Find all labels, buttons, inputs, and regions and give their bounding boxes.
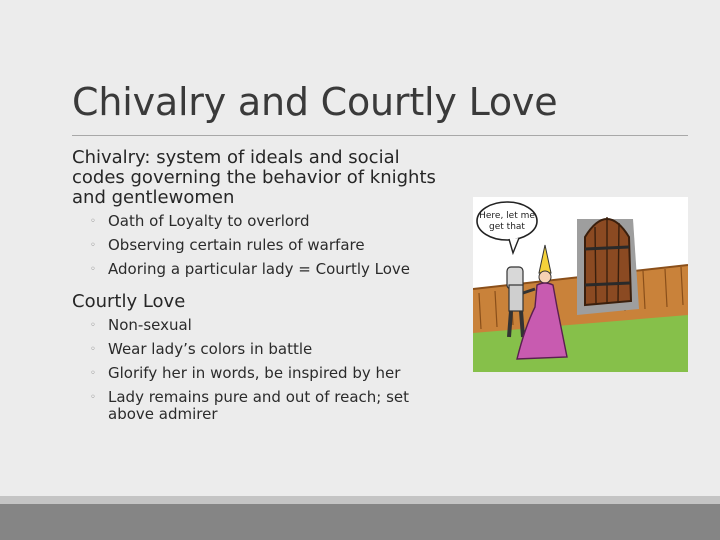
footer-accent-bar [0,496,720,504]
bullet-icon: ◦ [90,320,96,331]
speech-text-line1: Here, let me [479,211,535,221]
content-body [72,148,452,430]
title-divider [72,135,688,136]
list-item [72,365,452,382]
bullet-text: Oath of Loyalty to overlord [108,212,310,230]
speech-bubble [477,202,537,240]
bullet-text: Adoring a particular lady = Courtly Love [108,260,411,278]
knight-and-lady-cartoon [473,197,688,372]
list-item [72,341,452,358]
bullet-icon: ◦ [90,264,96,275]
bullet-icon: ◦ [90,368,96,379]
cartoon-illustration [473,197,688,372]
bullet-text: Wear lady’s colors in battle [108,340,313,358]
bullet-icon: ◦ [90,392,96,403]
slide-title: Chivalry and Courtly Love [72,80,558,124]
bullet-text: Non-sexual [108,316,192,334]
bullet-text: Observing certain rules of warfare [108,236,365,254]
bullet-icon: ◦ [90,216,96,227]
list-item [72,389,452,423]
speech-text-line2: get that [489,222,525,232]
list-item [72,213,452,230]
bullet-text: Lady remains pure and out of reach; set above admirer [108,388,410,423]
bullet-icon: ◦ [90,344,96,355]
chivalry-bullet-list [72,213,452,278]
footer-bar [0,504,720,540]
bullet-icon: ◦ [90,240,96,251]
list-item [72,317,452,334]
list-item [72,261,452,278]
wooden-door [585,219,631,305]
courtly-love-bullet-list [72,317,452,423]
chivalry-heading: Chivalry: system of ideals and social codes governing the behavior of knights and gentlewomen [72,147,436,208]
courtly-love-heading: Courtly Love [72,291,186,312]
bullet-text: Glorify her in words, be inspired by her [108,364,401,382]
list-item [72,237,452,254]
